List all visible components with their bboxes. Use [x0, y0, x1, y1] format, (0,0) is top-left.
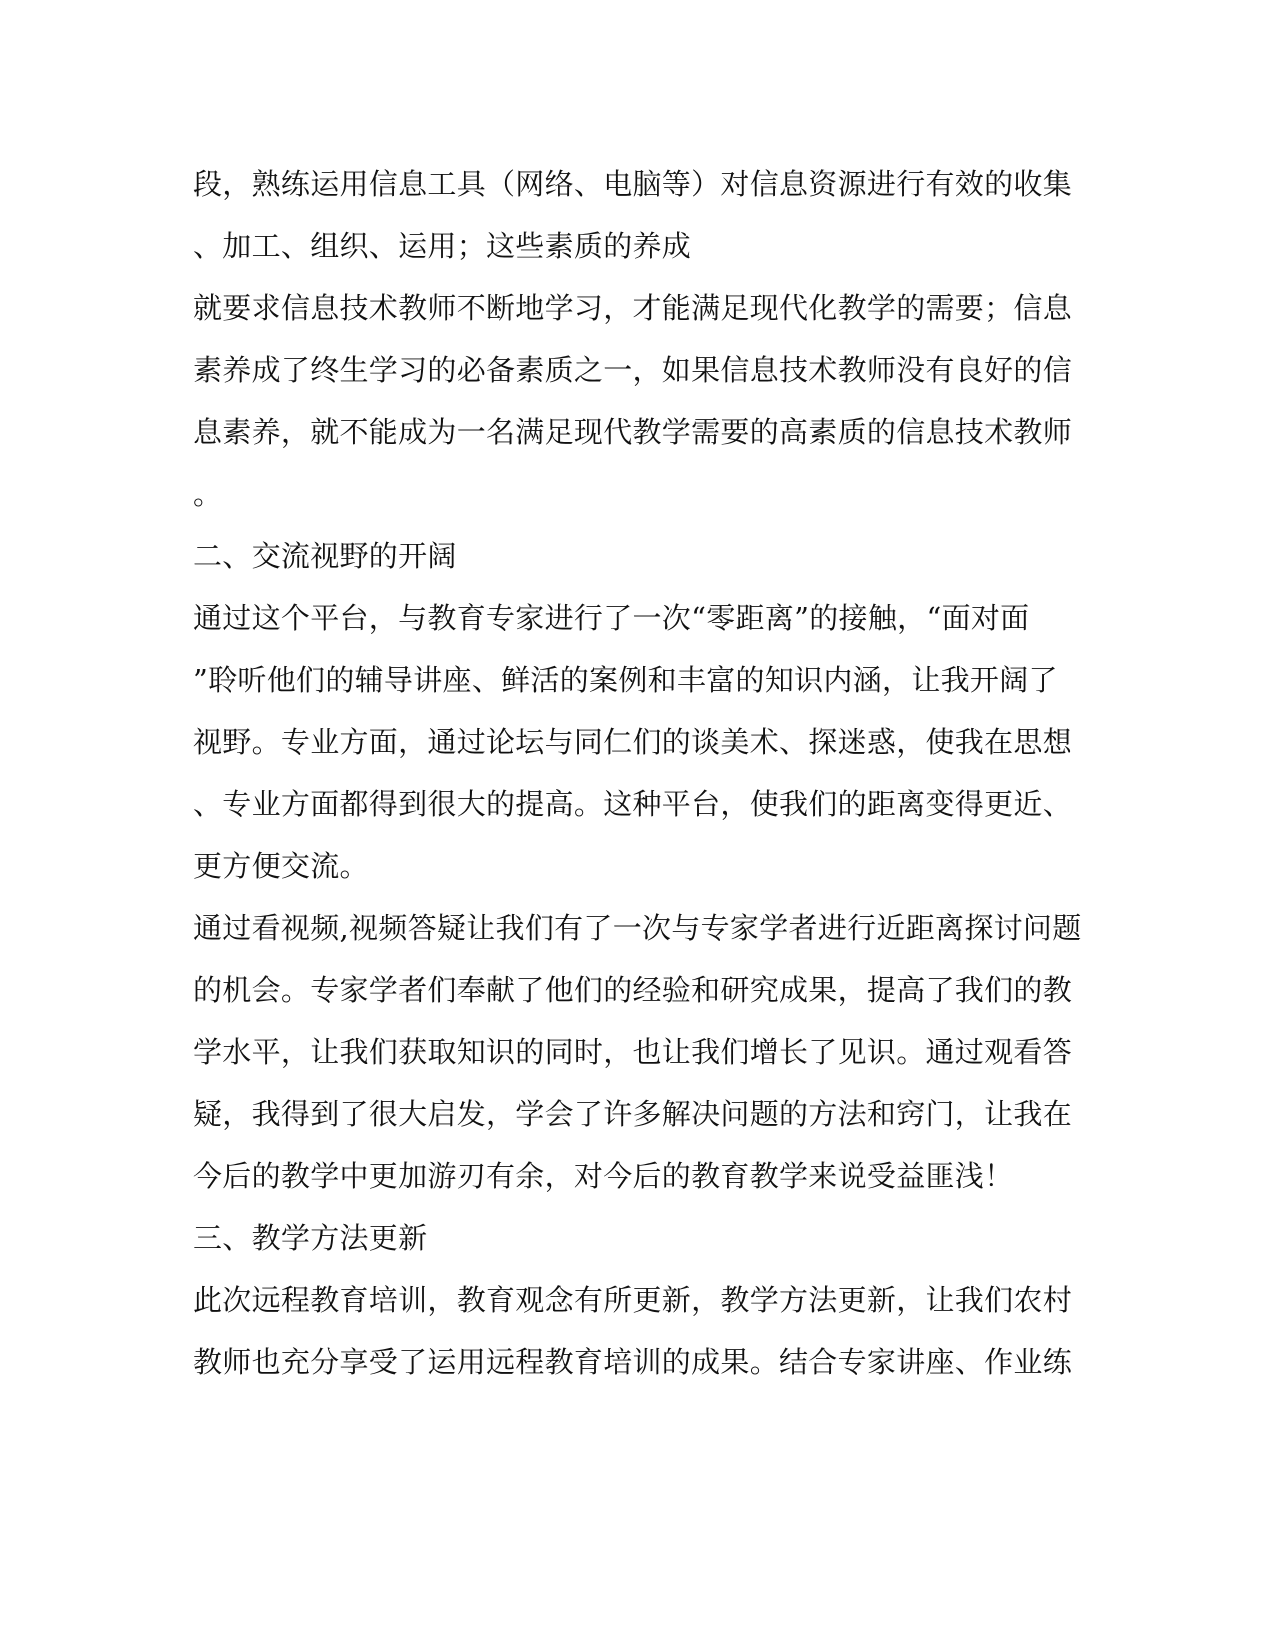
text-line: ”聆听他们的辅导讲座、鲜活的案例和丰富的知识内涵，让我开阔了 — [193, 663, 1058, 697]
text-line: 通过看视频,视频答疑让我们有了一次与专家学者进行近距离探讨问题 — [193, 911, 1082, 945]
text-line: 今后的教学中更加游刃有余，对今后的教育教学来说受益匪浅！ — [193, 1159, 1014, 1193]
text-line: 此次远程教育培训，教育观念有所更新，教学方法更新，让我们农村 — [193, 1283, 1073, 1317]
text-line: 就要求信息技术教师不断地学习，才能满足现代化教学的需要；信息 — [193, 291, 1073, 325]
text-line: 息素养，就不能成为一名满足现代教学需要的高素质的信息技术教师 — [193, 415, 1073, 449]
text-line: 视野。专业方面，通过论坛与同仁们的谈美术、探迷惑，使我在思想 — [193, 725, 1073, 759]
text-line: 素养成了终生学习的必备素质之一，如果信息技术教师没有良好的信 — [193, 353, 1073, 387]
text-line: 的机会。专家学者们奉献了他们的经验和研究成果，提高了我们的教 — [193, 973, 1073, 1007]
text-line: 。 — [193, 477, 223, 511]
text-line: 通过这个平台，与教育专家进行了一次“零距离”的接触，“面对面 — [193, 601, 1030, 635]
text-line: 学水平，让我们获取知识的同时，也让我们增长了见识。通过观看答 — [193, 1035, 1073, 1069]
text-line: 、专业方面都得到很大的提高。这种平台，使我们的距离变得更近、 — [193, 787, 1073, 821]
section-heading: 三、教学方法更新 — [193, 1221, 428, 1255]
text-line: 更方便交流。 — [193, 849, 369, 883]
text-line: 、加工、组织、运用；这些素质的养成 — [193, 229, 692, 263]
text-line: 教师也充分享受了运用远程教育培训的成果。结合专家讲座、作业练 — [193, 1345, 1073, 1379]
section-heading: 二、交流视野的开阔 — [193, 539, 457, 573]
text-line: 疑，我得到了很大启发，学会了许多解决问题的方法和窍门，让我在 — [193, 1097, 1073, 1131]
text-line: 段，熟练运用信息工具（网络、电脑等）对信息资源进行有效的收集 — [193, 167, 1073, 201]
